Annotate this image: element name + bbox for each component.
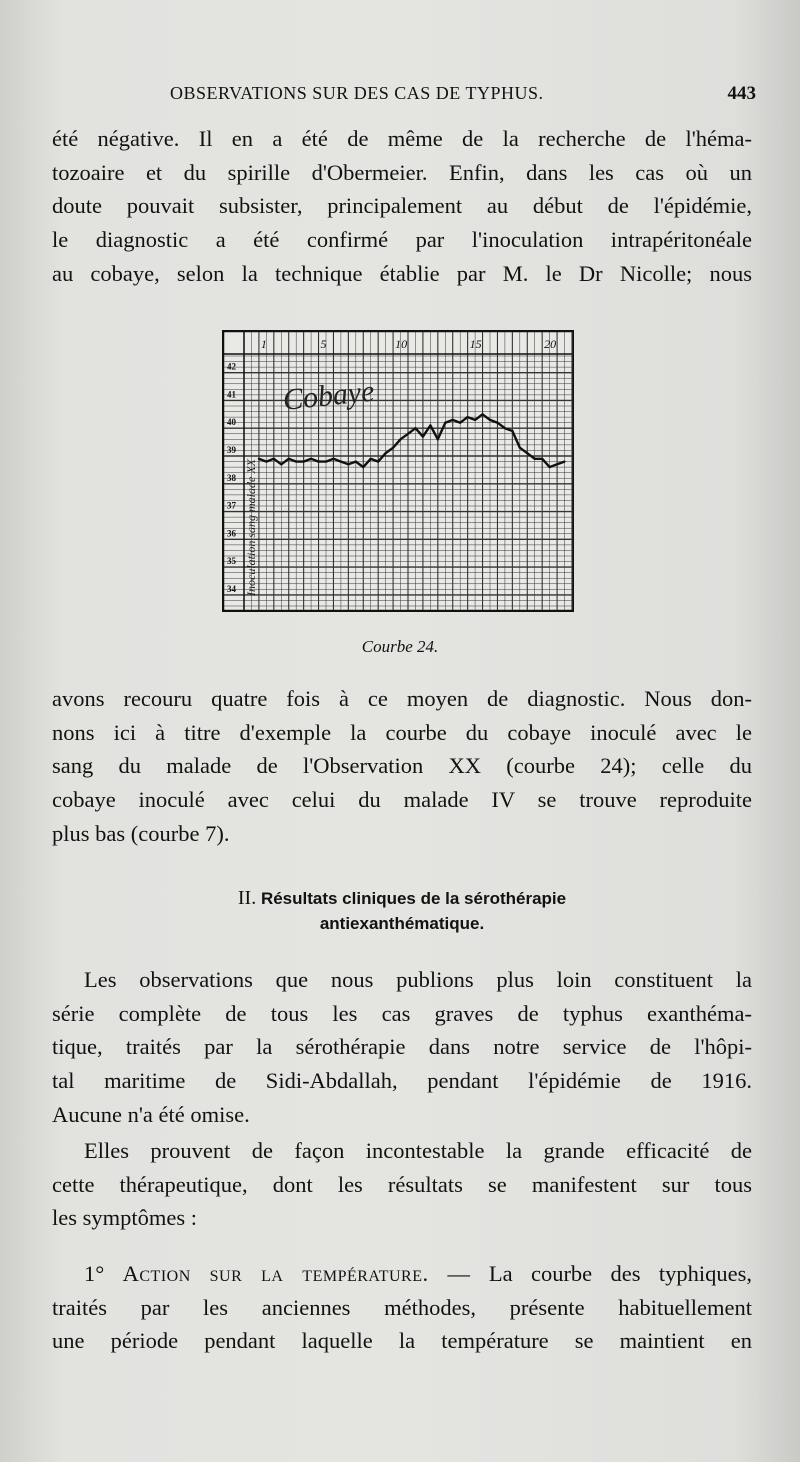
y-tick-label: 42 <box>227 361 236 372</box>
handwritten-label: Cobaye <box>281 374 376 417</box>
text-line <box>52 1257 752 1291</box>
temperature-point <box>437 438 439 440</box>
text-line: plus bas (courbe 7). <box>52 820 230 846</box>
temperature-point <box>474 419 476 421</box>
y-tick-label: 37 <box>227 500 236 511</box>
temperature-point <box>511 430 513 432</box>
temperature-point <box>504 427 506 429</box>
temperature-point <box>355 460 357 462</box>
temperature-point <box>549 466 551 468</box>
temperature-point <box>340 460 342 462</box>
temperature-point <box>541 458 543 460</box>
x-tick-label: 10 <box>395 337 408 351</box>
text-line: cobaye inoculé avec celui du malade IV se trouve reproduite <box>52 787 752 813</box>
temperature-point <box>295 460 297 462</box>
x-tick-label: 1 <box>260 337 267 351</box>
temperature-point <box>489 419 491 421</box>
y-tick-label: 34 <box>227 583 236 594</box>
y-tick-label: 38 <box>227 472 236 483</box>
x-tick-label: 15 <box>469 337 482 351</box>
text-line: traités par les anciennes méthodes, présente habituellement <box>52 1294 752 1320</box>
temperature-point <box>385 452 387 454</box>
temperature-point <box>481 413 483 415</box>
x-tick-label: 5 <box>320 337 327 351</box>
temperature-point <box>459 422 461 424</box>
x-tick-label: 20 <box>544 337 557 351</box>
subsection-text: La courbe des typhiques, <box>488 1261 753 1286</box>
section-paragraph-2 <box>52 1134 752 1235</box>
subsection-number: 1° <box>84 1261 105 1286</box>
temperature-point <box>362 466 364 468</box>
text-line: une période pendant laquelle la température se maintient en <box>52 1328 752 1354</box>
temperature-point <box>519 447 521 449</box>
text-line: nons ici à titre d'exemple la courbe du cobaye inoculé avec le <box>52 719 752 745</box>
section-paragraph-1 <box>52 963 752 1132</box>
y-tick-label: 40 <box>227 417 236 428</box>
subsection-title: Action sur la température. — <box>122 1261 471 1286</box>
temperature-point <box>332 458 334 460</box>
y-tick-label: 41 <box>227 389 236 400</box>
section-number: II. <box>237 887 257 909</box>
text-line: Les observations que nous publions plus loin constituent la <box>84 967 752 992</box>
temperature-point <box>392 447 394 449</box>
running-title: OBSERVATIONS SUR DES CAS DE TYPHUS. <box>170 83 544 103</box>
figure-caption: Courbe 24. <box>361 637 439 656</box>
y-axis-ticks <box>227 362 237 594</box>
temperature-point <box>310 458 312 460</box>
y-tick-label: 36 <box>227 528 236 539</box>
text-line: cette thérapeutique, dont les résultats se manifestent sur tous <box>52 1171 752 1197</box>
text-line: série complète de tous les cas graves de typhus exanthéma- <box>52 1000 752 1026</box>
temperature-point <box>280 463 282 465</box>
intro-paragraph <box>52 122 752 291</box>
temperature-point <box>556 463 558 465</box>
temperature-point <box>452 419 454 421</box>
temperature-point <box>265 460 267 462</box>
continuation-paragraph <box>52 682 752 851</box>
temperature-point <box>563 460 565 462</box>
temperature-point <box>370 458 372 460</box>
temperature-point <box>303 460 305 462</box>
temperature-point <box>288 458 290 460</box>
section-title-line2: antiexanthématique. <box>319 914 485 933</box>
vertical-annotation: Inoculation sang malade XX <box>244 459 258 596</box>
text-line: tozoaire et du spirille d'Obermeier. Enfin, dans les cas où un <box>52 159 752 185</box>
page-header <box>0 83 800 113</box>
temperature-point <box>377 460 379 462</box>
temperature-point <box>325 460 327 462</box>
text-line: le diagnostic a été confirmé par l'inoculation intrapéritonéale <box>52 227 752 253</box>
text-line: tal maritime de Sidi-Abdallah, pendant l'épidémie de 1916. <box>52 1068 752 1094</box>
section-heading <box>52 886 752 936</box>
subsection-paragraph <box>52 1257 752 1358</box>
temperature-point <box>534 458 536 460</box>
text-line: les symptômes : <box>52 1205 197 1231</box>
temperature-point <box>414 427 416 429</box>
temperature-point <box>317 460 319 462</box>
text-line: tique, traités par la sérothérapie dans notre service de l'hôpi- <box>52 1034 752 1060</box>
temperature-point <box>496 422 498 424</box>
text-line: doute pouvait subsister, principalement au début de l'épidémie, <box>52 193 752 219</box>
temperature-point <box>407 433 409 435</box>
temperature-point <box>526 452 528 454</box>
temperature-point <box>422 435 424 437</box>
temperature-chart <box>222 330 574 612</box>
page-number: 443 <box>727 83 756 104</box>
text-line: avons recouru quatre fois à ce moyen de diagnostic. Nous don- <box>52 686 752 711</box>
temperature-chart-svg <box>222 330 574 612</box>
temperature-point <box>273 458 275 460</box>
temperature-point <box>429 424 431 426</box>
section-title-line1: Résultats cliniques de la sérothérapie <box>260 889 567 908</box>
temperature-point <box>399 438 401 440</box>
temperature-point <box>347 463 349 465</box>
temperature-point <box>467 416 469 418</box>
text-line: au cobaye, selon la technique établie par M. le Dr Nicolle; nous <box>52 260 752 286</box>
text-line: été négative. Il en a été de même de la recherche de l'héma- <box>52 126 752 151</box>
text-line: Elles prouvent de façon incontestable la grande efficacité de <box>84 1138 752 1163</box>
y-tick-label: 35 <box>227 556 236 567</box>
text-line: Aucune n'a été omise. <box>52 1101 250 1127</box>
text-line: sang du malade de l'Observation XX (courbe 24); celle du <box>52 753 752 779</box>
temperature-point <box>444 422 446 424</box>
y-tick-label: 39 <box>227 445 236 455</box>
temperature-point <box>258 458 260 460</box>
